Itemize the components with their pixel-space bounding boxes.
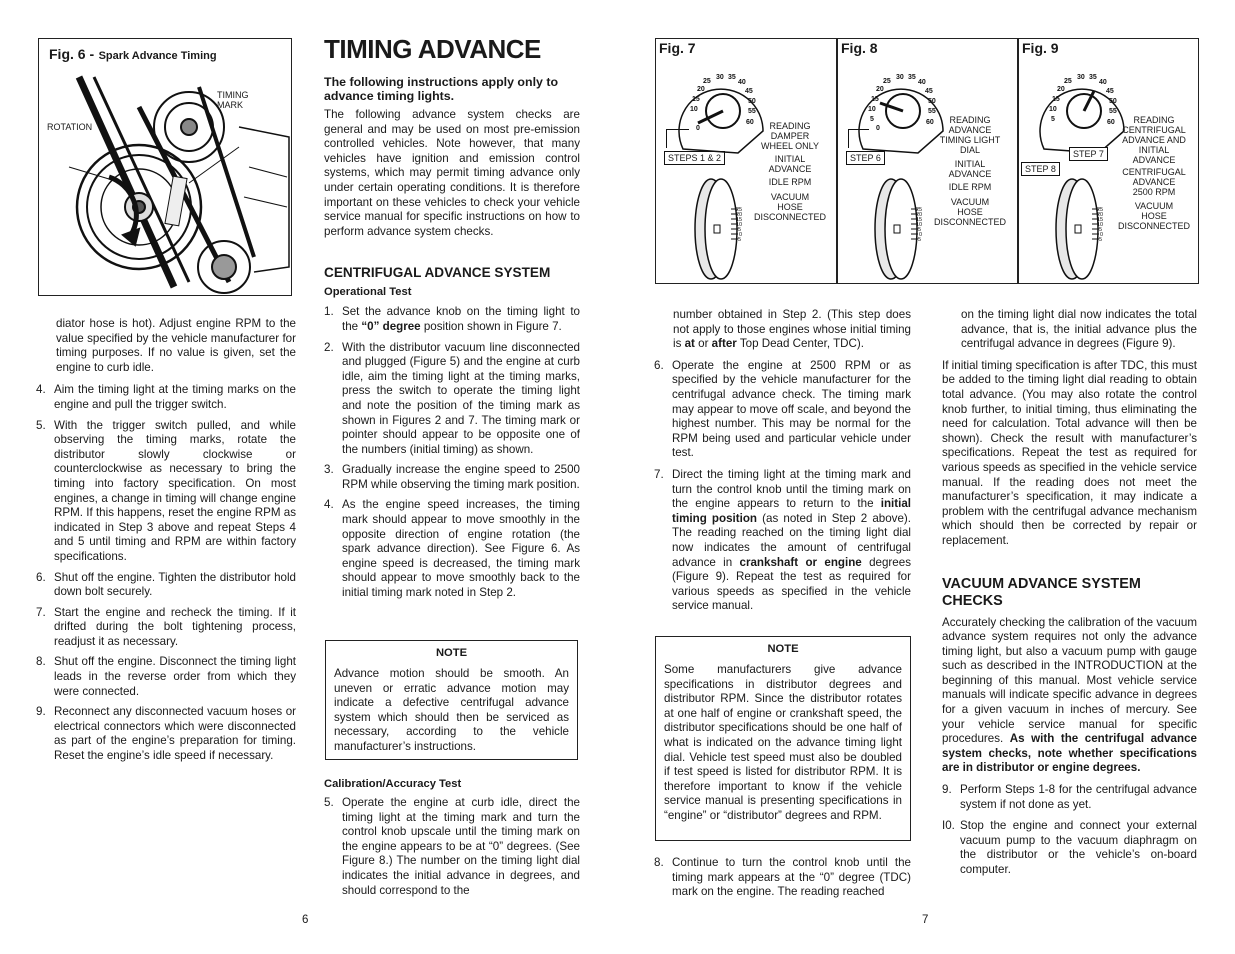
- fig7-step: STEPS 1 & 2: [664, 151, 725, 165]
- rotation-label: ROTATION: [47, 122, 93, 132]
- svg-text:0: 0: [696, 125, 700, 132]
- fig8-step: STEP 6: [846, 151, 885, 165]
- fig8-vacuum: VACUUM HOSE DISCONNECTED: [933, 197, 1006, 227]
- op-step-3: 3. Gradually increase the engine speed to 2500 RPM while observing the timing mark position.: [324, 463, 580, 491]
- svg-text:15: 15: [736, 217, 743, 223]
- step-9: 9. Reconnect any disconnected vacuum hoses or electrical connectors which were disconnected as part of the engine’s preparation for timing. Reset the engine’s idle speed if necessary.: [36, 705, 296, 763]
- page-number-right: 7: [922, 914, 929, 926]
- step-5: 5. With the trigger switch pulled, and while observing the timing marks, rotate the distributor slowly clockwise or counterclockwise as necessary to bring the timing into factory specification. On most engines, a change in timing will change engine RPM. If this happens, reset the engine RPM as indicated in Step 3 above and repeat Steps 4 and 5 until timing and RPM are within factory specifications.: [36, 418, 296, 563]
- svg-text:35: 35: [728, 74, 736, 81]
- page-number-left: 6: [302, 914, 309, 926]
- svg-text:25: 25: [703, 78, 711, 85]
- timing-mark-label: TIMING MARK: [217, 90, 249, 110]
- svg-text:20: 20: [916, 212, 923, 218]
- fig8-panel: [838, 39, 1016, 283]
- cal-step-5: 5. Operate the engine at curb idle, direct the timing light at the timing mark and turn the control knob upscale until the timing mark on the engine appears to be at “0” degrees. (See Figure 8.) The number on the timing light dial indicates the initial advance in degrees, and should correspond to the: [324, 796, 580, 897]
- svg-text:15: 15: [1097, 217, 1104, 223]
- svg-text:10: 10: [1097, 222, 1104, 228]
- fig7-panel: [656, 39, 836, 283]
- svg-text:55: 55: [748, 108, 756, 115]
- svg-text:45: 45: [925, 88, 933, 95]
- svg-text:30: 30: [1077, 74, 1085, 81]
- step-10-right: I0. Stop the engine and connect your external vacuum pump to the vacuum diaphragm on the distributor or the vehicle’s on-board computer.: [942, 819, 1197, 876]
- op-step-4: 4. As the engine speed increases, the timing mark should appear to move smoothly in the opposite direction of engine rotation (the spark advance direction). See Figure 6. As engine speed is decreased, the timing mark should appear to move smoothly back to the initial timing mark noted in Step 2.: [324, 498, 580, 600]
- calibration-heading: Calibration/Accuracy Test: [324, 778, 462, 790]
- fig8-initial: INITIAL ADVANCE: [948, 159, 992, 179]
- svg-text:55: 55: [928, 108, 936, 115]
- operational-test-heading: Operational Test: [324, 286, 412, 299]
- fig6-box: [38, 38, 292, 296]
- col4-cont: on the timing light dial now indicates the total advance, that is, the initial advance plus the centrifugal advance in degrees (Figure 9).: [961, 308, 1197, 351]
- svg-text:10: 10: [916, 222, 923, 228]
- step-8-right: 8. Continue to turn the control knob until the timing mark appears at the “0” degree (TDC) mark on the engine. The reading reached: [654, 856, 911, 899]
- vacuum-paragraph: Accurately checking the calibration of the vacuum advance system requires not only the advance timing light, but also a vacuum pump with gauge such as described in the INTRODUCTION at the beginning of this manual. Most vehicle service manuals will indicate specific advance in degrees for a given vacuum in inches of mercury. See your vehicle service manual for specific procedures. As with the centrifugal advance system checks, note whether specifications are in distributor or engine degrees.: [942, 615, 1197, 775]
- step-9-right: 9. Perform Steps 1-8 for the centrifugal advance system if not done as yet.: [942, 783, 1197, 811]
- svg-text:35: 35: [1089, 74, 1097, 81]
- svg-text:60: 60: [926, 119, 934, 126]
- svg-text:20: 20: [876, 86, 884, 93]
- fig9-vacuum: VACUUM HOSE DISCONNECTED: [1117, 201, 1190, 231]
- fig9-wheel: [1037, 169, 1107, 281]
- intro-heading: The following instructions apply only to advance timing lights.: [324, 75, 559, 103]
- centrifugal-heading: CENTRIFUGAL ADVANCE SYSTEM: [324, 265, 551, 281]
- svg-text:25: 25: [736, 207, 743, 213]
- fig9-panel: [1019, 39, 1198, 283]
- svg-text:0: 0: [876, 125, 880, 132]
- svg-text:5: 5: [918, 227, 922, 233]
- fig8-arrow: [848, 129, 869, 148]
- left-col1: [36, 317, 296, 764]
- fig6-title: [49, 46, 217, 64]
- svg-text:40: 40: [918, 79, 926, 86]
- right-col4: [942, 308, 1197, 878]
- cont-paragraph: diator hose is hot). Adjust engine RPM to the value specified by the vehicle manufacturer for timing purposes. If no value is given, set the engine to curb idle.: [56, 317, 296, 374]
- svg-text:10: 10: [736, 222, 743, 228]
- svg-text:50: 50: [748, 98, 756, 105]
- note-1-title: NOTE: [435, 647, 468, 659]
- page-title: TIMING ADVANCE: [324, 34, 541, 64]
- svg-text:20: 20: [1097, 212, 1104, 218]
- svg-text:60: 60: [746, 119, 754, 126]
- note-2-text: Some manufacturers give advance specifications in distributor degrees and distributor RPM. Since the distributor rotates at one half of engine or crankshaft speed, the distributor specifications should be one half of what is indicated on the advance timing light dial. Vehicle test speed must also be doubled if test speed is listed for distributor RPM. It is therefore important to know if the vehicle service manual is presenting specifications in “engine” or “distributor” degrees and RPM.: [664, 663, 902, 822]
- note-1-text: Advance motion should be smooth. An uneven or erratic advance motion may indicate a defective centrifugal advance system which should then be serviced as necessary, according to the vehicle manufacturer’s instructions.: [334, 667, 569, 753]
- svg-text:5: 5: [918, 237, 922, 243]
- fig9-reading: READING CENTRIFUGAL ADVANCE AND INITIAL ADVANCE: [1122, 115, 1186, 165]
- fig7-arrow: [666, 129, 689, 148]
- fig7-idle: IDLE RPM: [768, 177, 812, 187]
- svg-text:10: 10: [868, 106, 876, 113]
- svg-text:50: 50: [928, 98, 936, 105]
- step-7: 7. Start the engine and recheck the timing. If it drifted during the bolt tightening process, readjust it as necessary.: [36, 605, 296, 648]
- fig7-reading: READING DAMPER WHEEL ONLY: [760, 121, 819, 151]
- svg-text:25: 25: [1064, 78, 1072, 85]
- svg-text:25: 25: [1097, 207, 1104, 213]
- svg-text:5: 5: [870, 116, 874, 123]
- op-step-2: 2. With the distributor vacuum line disconnected and plugged (Figure 5) and the engine at curb idle, aim the timing light at the timing marks, press the switch to operate the timing light and note the position of the timing mark as shown in Figures 2 and 7. The timing mark or pointer should appear to be opposite one of the numbers (initial timing) as shown.: [324, 340, 580, 456]
- svg-text:45: 45: [745, 88, 753, 95]
- fig7-initial: INITIAL ADVANCE: [768, 154, 812, 174]
- svg-text:5: 5: [1099, 237, 1103, 243]
- svg-text:35: 35: [908, 74, 916, 81]
- svg-text:25: 25: [883, 78, 891, 85]
- svg-text:0: 0: [919, 232, 923, 238]
- left-col2: [324, 34, 580, 601]
- fig8-wheel: [856, 169, 926, 281]
- note-2-title: NOTE: [767, 643, 799, 655]
- intro-paragraph: The following advance system checks are general and may be used on most pre-emission controlled vehicles. Note however, that many vehicles have ignition and emission control systems, which may permit timing advance only under certain operating conditions. It is therefore important on these vehicles to check your vehicle service manual for specific instructions on how to perform advance system checks.: [324, 108, 580, 238]
- svg-text:15: 15: [692, 96, 700, 103]
- step-8: 8. Shut off the engine. Disconnect the timing light leads in the reverse order from which they were connected.: [36, 655, 296, 698]
- fig7-vacuum: VACUUM HOSE DISCONNECTED: [753, 192, 826, 222]
- fig9-centrifugal: CENTRIFUGAL ADVANCE 2500 RPM: [1122, 167, 1186, 197]
- svg-text:5: 5: [738, 227, 742, 233]
- svg-text:0: 0: [1100, 232, 1104, 238]
- svg-text:45: 45: [1106, 88, 1114, 95]
- fig9-label: Fig. 9: [1022, 40, 1059, 56]
- calibration-section: [324, 778, 580, 898]
- svg-text:20: 20: [736, 212, 743, 218]
- vacuum-heading: VACUUM ADVANCE SYSTEM CHECKS: [942, 575, 1141, 609]
- svg-text:5: 5: [738, 237, 742, 243]
- fig7-wheel: [676, 169, 746, 281]
- step-6: 6. Shut off the engine. Tighten the distributor hold down bolt securely.: [36, 570, 296, 599]
- svg-text:5: 5: [1099, 227, 1103, 233]
- step-7-right: 7. Direct the timing light at the timing mark and turn the control knob until the timing mark on the engine appears to return to the initial timing position (as noted in Step 2 above). The reading reached on the timing light dial now indicates the amount of centrifugal advance in crankshaft or engine degrees (Figure 9). Repeat the test as required for various speeds as specified in the vehicle service manual.: [654, 467, 912, 613]
- col4-paragraph: If initial timing specification is after TDC, this must be added to the timing light dial reading to obtain total advance. (You may also rotate the control knob further, to initial timing, thus eliminating the need for calculation. Total advance will then be shown). Check the result with manufacturer’s specifications. Repeat the test as required for various speeds as specified in the vehicle service manual. If the reading does not meet the manufacturer’s specification, it may indicate a problem with the centrifugal advance mechanism which should then be corrected by repair or replacement.: [942, 358, 1197, 547]
- fig8-label: Fig. 8: [841, 40, 878, 56]
- svg-text:15: 15: [916, 217, 923, 223]
- svg-text:15: 15: [871, 96, 879, 103]
- col3-cont: number obtained in Step 2. (This step does not apply to those engines whose initial timing is at or after Top Dead Center, TDC).: [673, 308, 911, 351]
- svg-text:15: 15: [1052, 96, 1060, 103]
- fig6-label: Fig. 6 -: [49, 46, 95, 62]
- svg-text:25: 25: [916, 207, 923, 213]
- svg-text:20: 20: [697, 86, 705, 93]
- svg-text:40: 40: [1099, 79, 1107, 86]
- svg-text:55: 55: [1109, 108, 1117, 115]
- fig9-step8: STEP 8: [1021, 162, 1060, 176]
- fig7-label: Fig. 7: [659, 40, 696, 56]
- svg-text:50: 50: [1109, 98, 1117, 105]
- step-6-right: 6. Operate the engine at 2500 RPM or as specified by the vehicle manufacturer for the centrifugal advance check. The timing mark may appear to move off scale, and beyond the highest number. This may be normal for the RPM being used and particular vehicle under test.: [654, 358, 911, 460]
- fig9-step7: STEP 7: [1069, 147, 1108, 161]
- svg-text:0: 0: [739, 232, 743, 238]
- svg-text:30: 30: [896, 74, 904, 81]
- right-col3: [654, 308, 911, 614]
- step-8-block: [654, 856, 911, 900]
- svg-text:60: 60: [1107, 119, 1115, 126]
- note-box-2: [655, 636, 911, 841]
- svg-text:10: 10: [690, 106, 698, 113]
- svg-text:5: 5: [1051, 116, 1055, 123]
- fig8-reading: READING ADVANCE TIMING LIGHT DIAL: [939, 115, 1001, 155]
- fig6-caption: Spark Advance Timing: [98, 50, 217, 62]
- svg-text:20: 20: [1057, 86, 1065, 93]
- svg-text:30: 30: [716, 74, 724, 81]
- step-4: 4. Aim the timing light at the timing marks on the engine and pull the trigger switch.: [36, 383, 296, 411]
- op-step-1: 1. Set the advance knob on the timing light to the “0” degree position shown in Figure 7.: [324, 305, 580, 333]
- note-box-1: [325, 640, 578, 760]
- svg-text:10: 10: [1049, 106, 1057, 113]
- svg-text:40: 40: [738, 79, 746, 86]
- fig8-idle: IDLE RPM: [948, 182, 992, 192]
